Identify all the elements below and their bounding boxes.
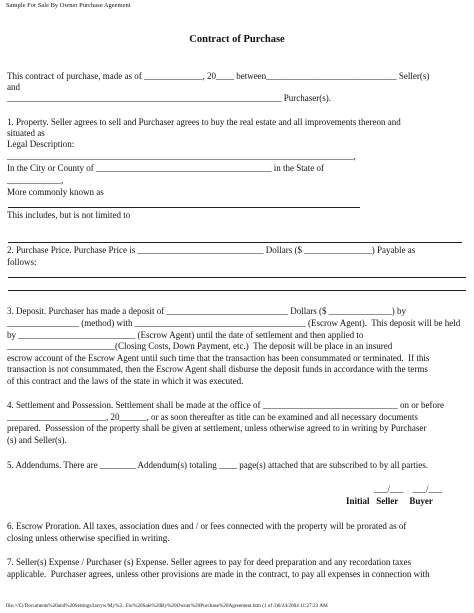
property-line-1: 1. Property. Seller agrees to sell and Purchaser agrees to buy the real estate and all improvements thereon and xyxy=(7,117,401,127)
initial-blanks: ___/___ ___/___ xyxy=(374,484,443,494)
payable-rule-1 xyxy=(8,277,466,278)
deposit-line-4: ________________________(Closing Costs, Down Payment, etc.) The deposit will be place in an insured xyxy=(7,341,393,351)
payable-rule-2 xyxy=(8,290,466,291)
price-line-2: follows: xyxy=(7,257,37,267)
property-line-7: More commonly known as xyxy=(7,187,104,197)
settlement-line-2: ______________________, 20______, or as soon thereafter as title can be examined and all necessary documents xyxy=(7,412,418,422)
known-as-rule xyxy=(8,207,360,208)
deposit-line-7: of this contract and the laws of the state in which it was executed. xyxy=(7,376,244,386)
intro-line-3: _____________________________________________________________ Purchaser(s). xyxy=(7,93,331,103)
intro-line-1: This contract of purchase, made as of _____________, 20____ between_____________________________ Seller(s) xyxy=(7,71,430,81)
proration-line-2: closing unless otherwise specified in writing. xyxy=(7,533,170,543)
settlement-line-1: 4. Settlement and Possession. Settlement shall be made at the office of ______________________________ on or before xyxy=(7,400,445,410)
proration-line-1: 6. Escrow Proration. All taxes, association dues and / or fees connected with the property will be prorated as of xyxy=(7,521,407,531)
property-line-4: _____________________________________________________________________________, xyxy=(7,151,356,161)
settlement-line-4: (s) and Seller(s). xyxy=(7,435,67,445)
initial-labels: Initial Seller Buyer xyxy=(346,496,433,506)
property-line-5: In the City or County of _______________________________________ in the State of xyxy=(7,163,324,173)
page-header: Sample For Sale By Owner Purchase Ageement xyxy=(6,2,131,9)
property-line-2: situated as xyxy=(7,128,45,138)
expense-line-2: applicable. Purchaser agrees, unless other provisions are made in the contract, to pay all expenses in connection with xyxy=(7,569,430,579)
intro-line-2: and xyxy=(7,82,20,92)
deposit-line-2: ________________ (method) with ______________________________________ (Escrow Agent). This deposit will be held xyxy=(7,318,461,328)
deposit-line-5: escrow account of the Escrow Agent until such time that the transaction has been consummated or terminated. If this xyxy=(7,353,430,363)
deposit-line-6: transaction is not consummated, then the Escrow Agent shall disburse the deposit funds in accordance with the terms xyxy=(7,364,428,374)
deposit-line-3: by __________________________ (Escrow Agent) until the date of settlement and then applied to xyxy=(7,330,364,340)
property-line-8: This includes, but is not limited to xyxy=(7,210,131,220)
page-footer: file:///C|/Documents%20and%20Settings/larryw/My%2...For%20Sale%20By%20Owner%20Purchase%20Agreement.htm (1 of 3)6/24/2004 11:27:23 AM xyxy=(6,603,328,609)
price-line-1: 2. Purchase Price. Purchase Price is ____________________________ Dollars ($ _______________) Payable as xyxy=(7,245,416,255)
includes-rule xyxy=(8,242,462,243)
property-line-6: ____________, xyxy=(7,175,64,185)
addendums-line-1: 5. Addendums. There are ________ Addendum(s) totaling ____ page(s) attached that are subscribed to by all parties. xyxy=(7,460,428,470)
deposit-line-1: 3. Deposit. Purchaser has made a deposit of ___________________________ Dollars ($ ______________) by xyxy=(7,306,406,316)
settlement-line-3: prepared. Possession of the property shall be given at settlement, unless otherwise agreed to in writing by Purchaser xyxy=(7,423,427,433)
document-title: Contract of Purchase xyxy=(189,34,285,45)
expense-line-1: 7. Seller(s) Expense / Purchaser (s) Expense. Seller agrees to pay for deed preparation and any recordation taxes xyxy=(7,557,412,567)
property-line-3: Legal Description: xyxy=(7,139,75,149)
